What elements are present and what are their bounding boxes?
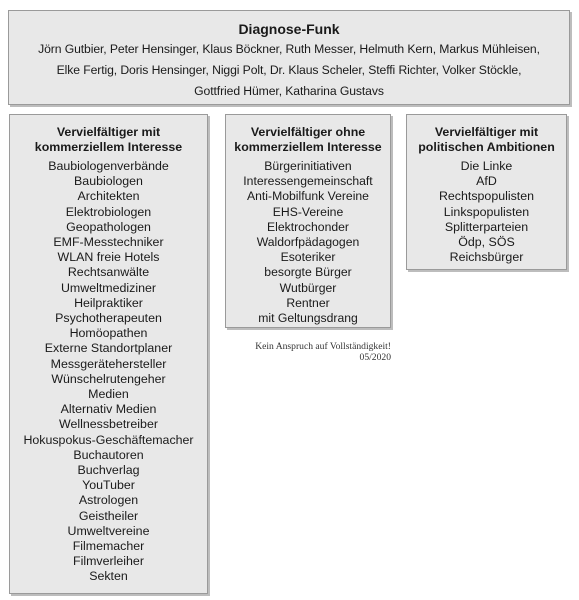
commercial-multipliers-title (10, 125, 207, 155)
political-multipliers-title (407, 125, 566, 155)
commercial-title-line-1: Vervielfältiger mit (56, 125, 161, 139)
list-item: Rechtsanwälte (67, 265, 150, 280)
noncommercial-multipliers-list (226, 159, 390, 326)
political-title-line-1: Vervielfältiger mit (434, 125, 539, 139)
list-item: Ödp, SÖS (458, 235, 515, 250)
list-item: Buchautoren (73, 447, 144, 462)
list-item: Messgerätehersteller (50, 356, 167, 371)
noncommercial-multipliers-box (225, 114, 391, 328)
list-item: Baubiologen (74, 174, 143, 189)
list-item: Architekten (77, 189, 140, 204)
list-item: Reichsbürger (449, 250, 524, 265)
list-item: Esoteriker (280, 250, 336, 265)
commercial-multipliers-list (10, 159, 207, 585)
list-item: EHS-Vereine (272, 204, 344, 219)
list-item: Umweltmediziner (60, 280, 157, 295)
list-item: Die Linke (460, 159, 513, 173)
list-item: Wellnessbetreiber (59, 417, 158, 432)
list-item: Linkspopulisten (443, 204, 530, 219)
list-item: Waldorfpädagogen (256, 235, 360, 250)
list-item: besorgte Bürger (264, 265, 352, 280)
disclaimer-date: 05/2020 (359, 352, 391, 363)
list-item: Splitterparteien (444, 219, 529, 234)
member-names-line-1: Jörn Gutbier, Peter Hensinger, Klaus Böckner, Ruth Messer, Helmuth Kern, Markus Mühleisen, (38, 42, 540, 56)
list-item: AfD (476, 174, 497, 189)
list-item: Geopathologen (66, 219, 151, 234)
list-item: Externe Standortplaner (44, 341, 173, 356)
list-item: WLAN freie Hotels (57, 250, 160, 265)
list-item: Wünschelrutengeher (51, 371, 166, 386)
commercial-title-line-2: kommerziellem Interesse (34, 140, 183, 154)
list-item: Medien (88, 387, 129, 402)
list-item: Sekten (89, 569, 128, 584)
list-item: Psychotherapeuten (55, 311, 162, 326)
list-item: Astrologen (78, 493, 139, 508)
commercial-multipliers-box (9, 114, 208, 594)
list-item: Filmverleiher (73, 554, 144, 569)
noncommercial-title-line-2: kommerziellem Interesse (234, 140, 382, 154)
noncommercial-title-line-1: Vervielfältiger ohne (250, 125, 366, 139)
list-item: Alternativ Medien (60, 402, 157, 417)
diagnose-funk-title: Diagnose-Funk (238, 21, 340, 37)
list-item: Heilpraktiker (74, 295, 143, 310)
list-item: mit Geltungsdrang (258, 311, 358, 326)
list-item: Filmemacher (72, 539, 145, 554)
political-multipliers-list (407, 159, 566, 265)
list-item: Geistheiler (78, 508, 139, 523)
list-item: EMF-Messtechniker (53, 235, 164, 250)
diagnose-funk-box (8, 10, 570, 105)
political-multipliers-box (406, 114, 567, 270)
list-item: Umweltvereine (67, 523, 150, 538)
list-item: Anti-Mobilfunk Vereine (247, 189, 369, 204)
list-item: Rentner (286, 295, 330, 310)
list-item: Hokuspokus-Geschäftemacher (23, 432, 194, 447)
list-item: Bürgerinitiativen (264, 159, 352, 173)
member-names-line-2: Elke Fertig, Doris Hensinger, Niggi Polt, Dr. Klaus Scheler, Steffi Richter, Volker Stöckle, (56, 63, 522, 77)
list-item: Buchverlag (77, 463, 140, 478)
list-item: Rechtspopulisten (438, 189, 535, 204)
list-item: Wutbürger (279, 280, 337, 295)
noncommercial-multipliers-title (226, 125, 390, 155)
list-item: Elektrochonder (267, 219, 349, 234)
list-item: Baubiologenverbände (48, 159, 169, 173)
list-item: YouTuber (82, 478, 135, 493)
member-names (9, 39, 569, 102)
political-title-line-2: politischen Ambitionen (418, 140, 555, 154)
list-item: Interessengemeinschaft (243, 174, 373, 189)
list-item: Elektrobiologen (65, 204, 152, 219)
disclaimer-text: Kein Anspruch auf Vollständigkeit! (255, 341, 391, 352)
member-names-line-3: Gottfried Hümer, Katharina Gustavs (194, 84, 384, 98)
disclaimer-note (229, 341, 391, 363)
list-item: Homöopathen (69, 326, 148, 341)
